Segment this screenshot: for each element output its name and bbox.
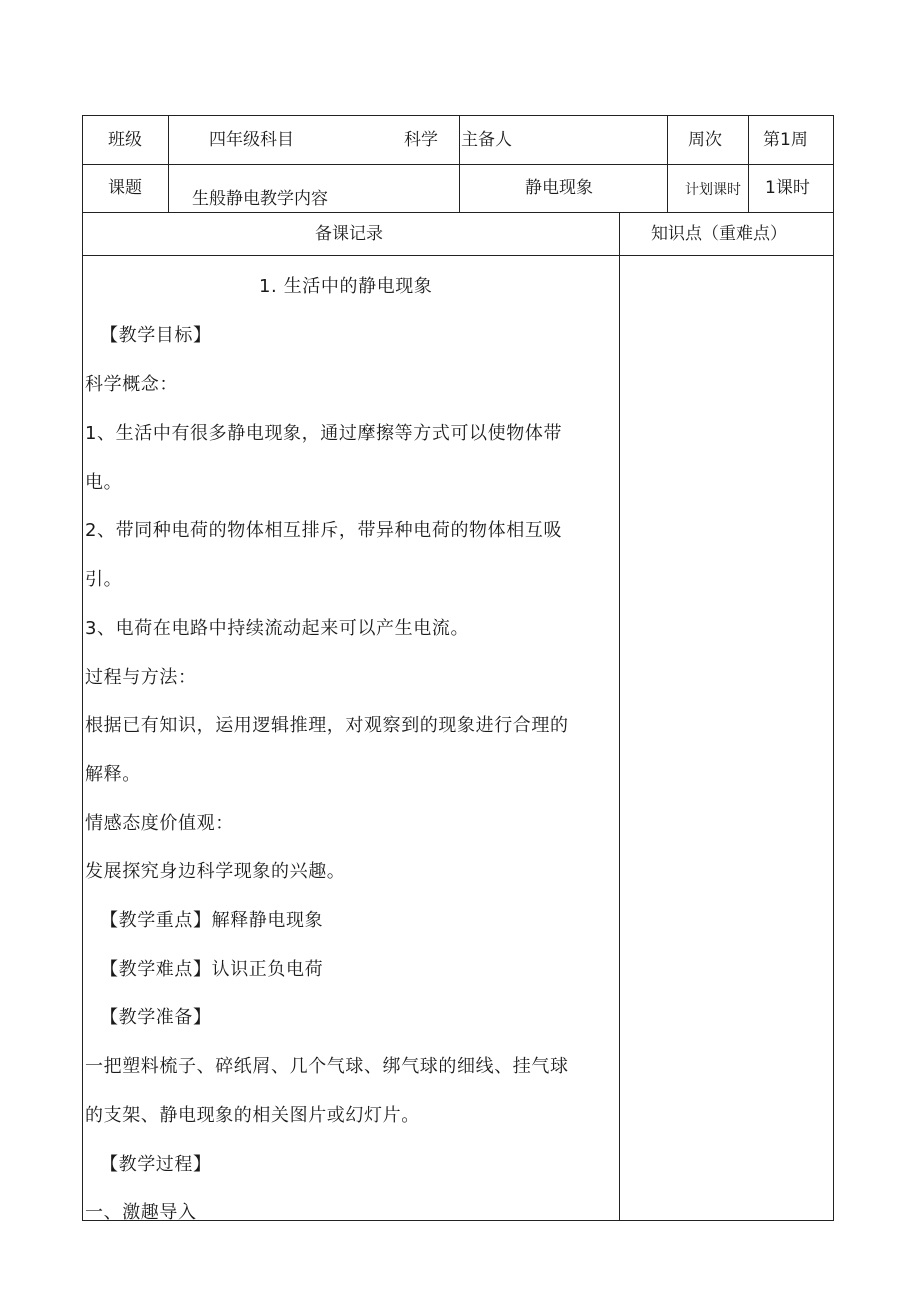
difficulty-point: 【教学难点】认识正负电荷 — [100, 959, 324, 980]
process-text: 根据已有知识，运用逻辑推理，对观察到的现象进行合理的 — [85, 715, 569, 736]
process-label: 过程与方法： — [85, 667, 197, 688]
attitude-text: 发展探究身边科学现象的兴趣。 — [85, 861, 346, 882]
objectives-heading: 【教学目标】 — [100, 325, 212, 346]
subject-value: 科学 — [404, 130, 438, 150]
table-row-divider — [82, 255, 834, 256]
table-col-divider — [459, 115, 460, 212]
planned-hours-value: 1课时 — [765, 178, 810, 198]
preparation-heading: 【教学准备】 — [100, 1007, 212, 1028]
concept-3: 3、电荷在电路中持续流动起来可以产生电流。 — [85, 618, 470, 639]
concept-1: 1、生活中有很多静电现象，通过摩擦等方式可以使物体带 — [85, 423, 563, 444]
table-border-right — [833, 115, 834, 1221]
process-text-continued: 解释。 — [85, 764, 141, 785]
table-col-divider — [168, 115, 169, 212]
preparation-text-continued: 的支架、静电现象的相关图片或幻灯片。 — [85, 1105, 420, 1126]
preparation-text: 一把塑料梳子、碎纸屑、几个气球、绑气球的细线、挂气球 — [85, 1056, 569, 1077]
key-point: 【教学重点】解释静电现象 — [100, 910, 324, 931]
week-label: 周次 — [688, 130, 722, 150]
table-row-divider — [82, 164, 834, 165]
preparer-label: 主备人 — [461, 130, 512, 150]
concepts-label: 科学概念： — [85, 374, 178, 395]
topic-label: 课题 — [108, 178, 142, 198]
concept-1-continued: 电。 — [85, 472, 123, 493]
concept-2-continued: 引。 — [85, 569, 123, 590]
intro-heading: 一、激趣导入 — [85, 1202, 197, 1223]
table-col-divider — [619, 212, 620, 1221]
table-col-divider — [748, 115, 749, 212]
class-label: 班级 — [108, 130, 142, 150]
grade-subject-label: 四年级科目 — [209, 130, 294, 150]
planned-hours-label: 计划课时 — [685, 182, 741, 198]
topic-description: 生般静电教学内容 — [192, 189, 328, 209]
knowledge-column-header: 知识点（重难点） — [651, 224, 787, 244]
table-border-top — [82, 115, 834, 116]
attitude-label: 情感态度价值观： — [85, 813, 234, 834]
process-heading: 【教学过程】 — [100, 1154, 212, 1175]
table-border-left — [82, 115, 83, 1221]
concept-2: 2、带同种电荷的物体相互排斥，带异种电荷的物体相互吸 — [85, 520, 563, 541]
lesson-title: 1. 生活中的静电现象 — [259, 276, 433, 297]
topic-name: 静电现象 — [525, 178, 593, 198]
week-value: 第1周 — [763, 130, 808, 150]
table-row-divider — [82, 212, 834, 213]
table-col-divider — [667, 115, 668, 212]
record-column-header: 备课记录 — [315, 224, 383, 244]
